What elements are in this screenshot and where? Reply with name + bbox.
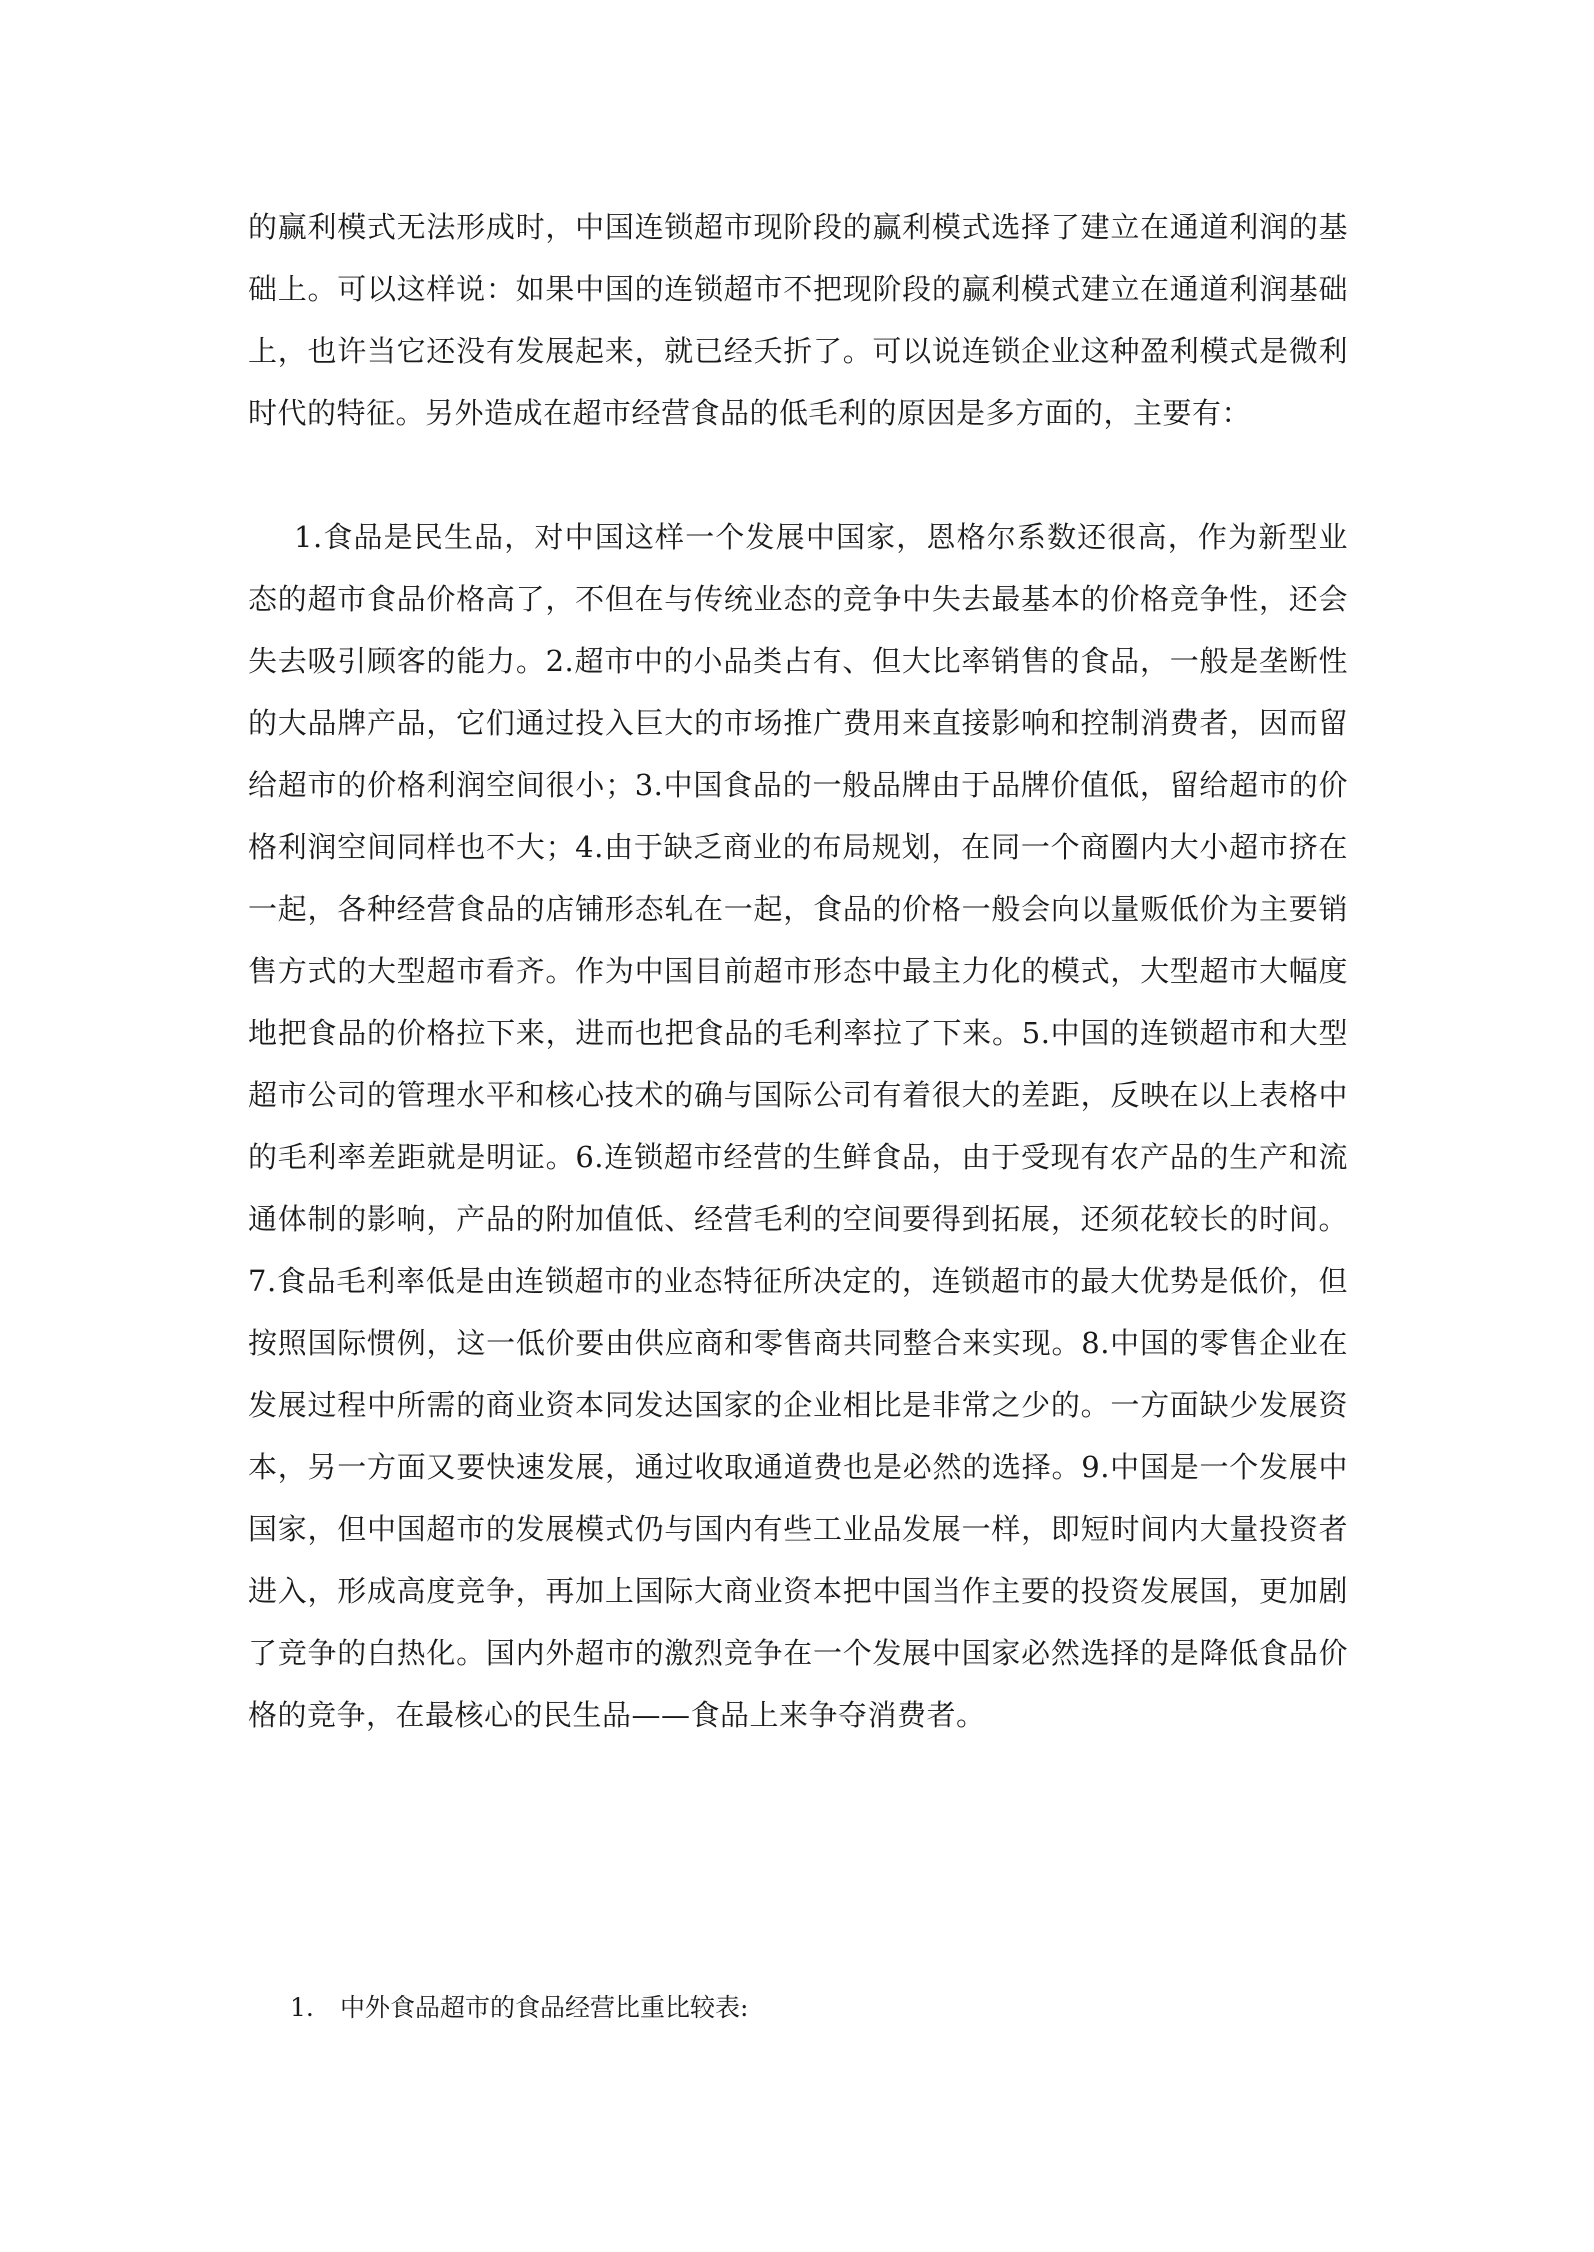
body-paragraph: 的赢利模式无法形成时，中国连锁超市现阶段的赢利模式选择了建立在通道利润的基础上。可以这样说：如果中国的连锁超市不把现阶段的赢利模式建立在通道利润基础上，也许当它还没有发展起来，就已经夭折了。可以说连锁企业这种盈利模式是微利时代的特征。另外造成在超市经营食品的低毛利的原因是多方面的，主要有： [248, 210, 1348, 430]
list-item-number: 1. [290, 1993, 314, 2022]
body-paragraph-reasons: 1.食品是民生品，对中国这样一个发展中国家，恩格尔系数还很高，作为新型业态的超市食品价格高了，不但在与传统业态的竞争中失去最基本的价格竞争性，还会失去吸引顾客的能力。2.超市中的小品类占有、但大比率销售的食品，一般是垄断性的大品牌产品，它们通过投入巨大的市场推广费用来直接影响和控制消费者，因而留给超市的价格利润空间很小；3.中国食品的一般品牌由于品牌价值低，留给超市的价格利润空间同样也不大；4.由于缺乏商业的布局规划，在同一个商圈内大小超市挤在一起，各种经营食品的店铺形态轧在一起，食品的价格一般会向以量贩低价为主要销售方式的大型超市看齐。作为中国目前超市形态中最主力化的模式，大型超市大幅度地把食品的价格拉下来，进而也把食品的毛利率拉了下来。5.中国的连锁超市和大型超市公司的管理水平和核心技术的确与国际公司有着很大的差距，反映在以上表格中的毛利率差距就是明证。6.连锁超市经营的生鲜食品，由于受现有农产品的生产和流通体制的影响，产品的附加值低、经营毛利的空间要得到拓展，还须花较长的时间。7.食品毛利率低是由连锁超市的业态特征所决定的，连锁超市的最大优势是低价，但按照国际惯例，这一低价要由供应商和零售商共同整合来实现。8.中国的零售企业在发展过程中所需的商业资本同发达国家的企业相比是非常之少的。一方面缺少发展资本，另一方面又要快速发展，通过收取通道费也是必然的选择。9.中国是一个发展中国家，但中国超市的发展模式仍与国内有些工业品发展一样，即短时间内大量投资者进入，形成高度竞争，再加上国际大商业资本把中国当作主要的投资发展国，更加剧了竞争的白热化。国内外超市的激烈竞争在一个发展中国家必然选择的是降低食品价格的竞争，在最核心的民生品——食品上来争夺消费者。 [248, 520, 1348, 1732]
table-caption-list-item [290, 1988, 748, 2028]
list-item-text: 中外食品超市的食品经营比重比较表: [340, 1993, 749, 2022]
